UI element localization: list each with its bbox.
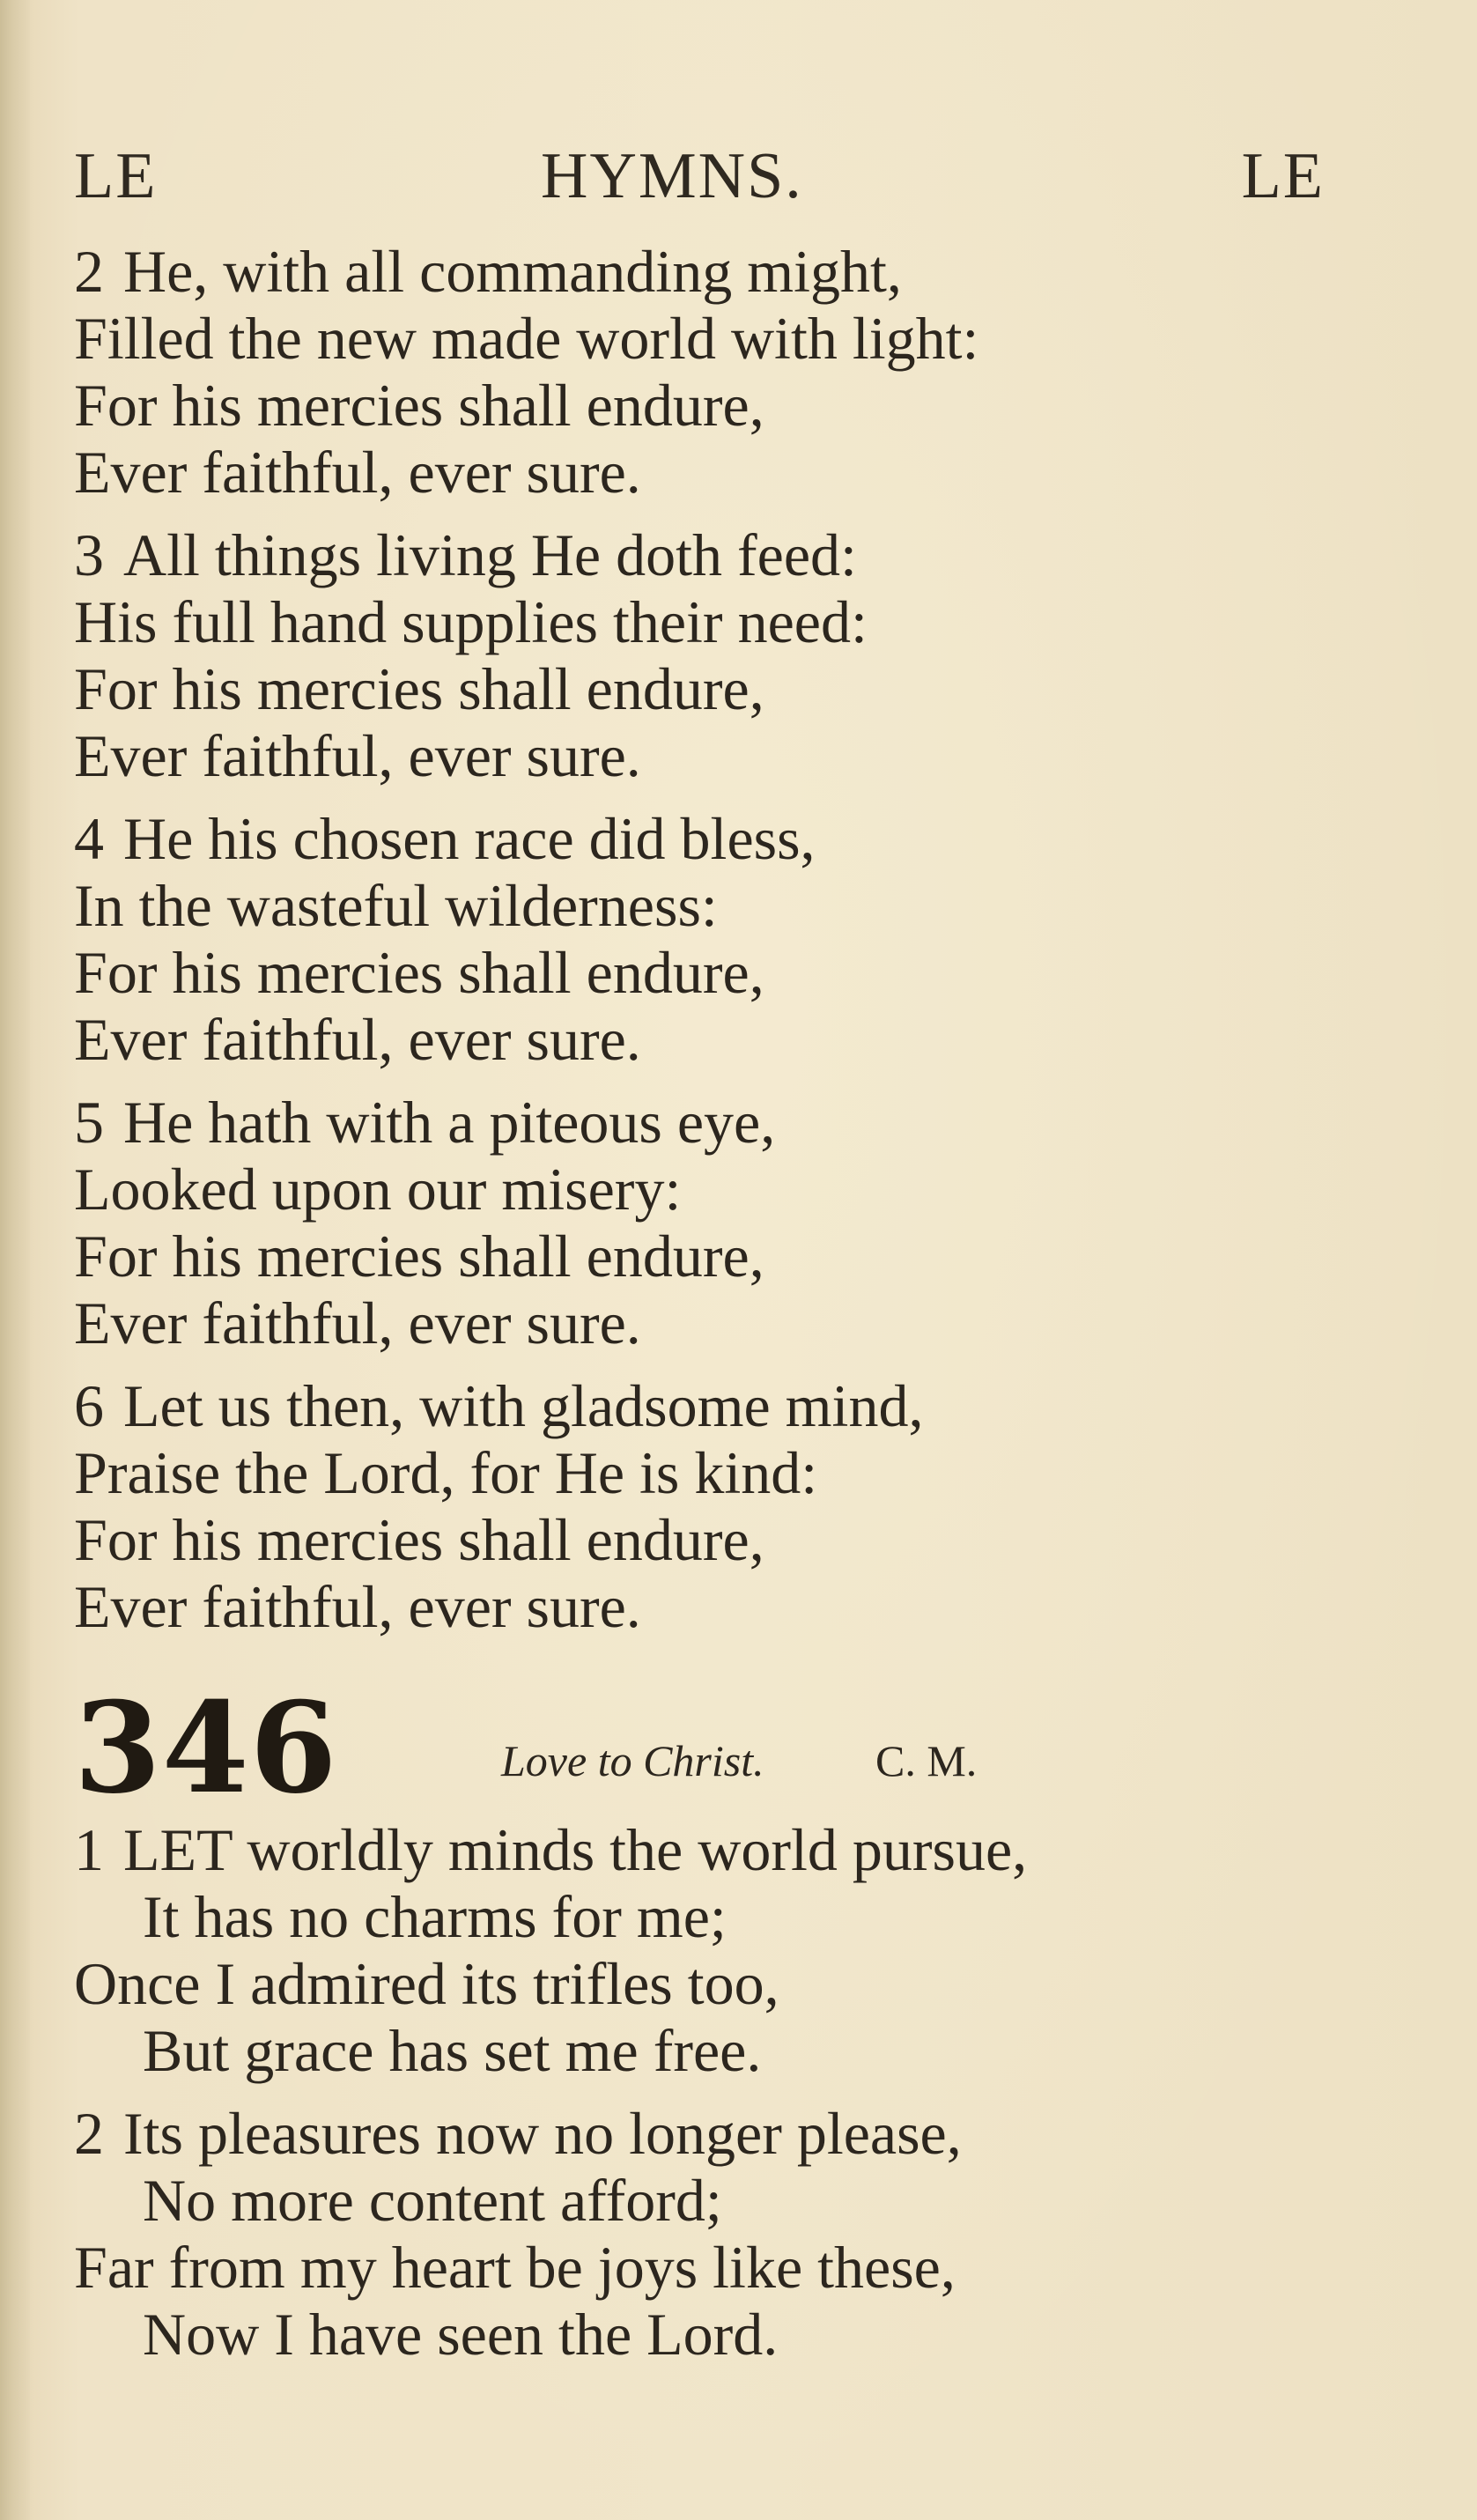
stanza-line-text: LET worldly minds the world pursue, bbox=[123, 1816, 1028, 1883]
stanza-line: For his mercies shall endure, bbox=[74, 939, 764, 1006]
stanza-line: Once I admired its trifles too, bbox=[74, 1950, 779, 2017]
stanza-line: Praise the Lord, for He is kind: bbox=[74, 1439, 818, 1506]
stanza-line: For his mercies shall endure, bbox=[74, 1506, 764, 1573]
stanza-line-text: He, with all commanding might, bbox=[123, 238, 902, 305]
stanza-line bbox=[74, 2100, 1377, 2167]
stanza-345-2 bbox=[74, 238, 1377, 506]
stanza-number: 5 bbox=[74, 1089, 104, 1156]
stanza-346-2 bbox=[74, 2100, 1377, 2368]
stanza-line: Far from my heart be joys like these, bbox=[74, 2234, 956, 2301]
stanza-line: For his mercies shall endure, bbox=[74, 1223, 764, 1290]
running-head-right: LE bbox=[1241, 140, 1325, 212]
stanza-line bbox=[74, 521, 1377, 588]
page-binding-edge bbox=[0, 0, 30, 2520]
stanza-345-6 bbox=[74, 1372, 1377, 1640]
stanza-line: Ever faithful, ever sure. bbox=[74, 439, 641, 506]
stanza-line: But grace has set me free. bbox=[143, 2017, 762, 2084]
hymn-header bbox=[74, 1675, 1377, 1822]
running-head-left: LE bbox=[74, 140, 158, 212]
stanza-number: 3 bbox=[74, 521, 104, 588]
stanza-line: His full hand supplies their need: bbox=[74, 588, 868, 655]
running-head-title: HYMNS. bbox=[541, 140, 803, 212]
stanza-line: Ever faithful, ever sure. bbox=[74, 722, 641, 789]
stanza-line: Ever faithful, ever sure. bbox=[74, 1290, 641, 1356]
running-head bbox=[74, 139, 1325, 210]
stanza-line-text: He hath with a piteous eye, bbox=[123, 1089, 776, 1156]
stanza-number: 1 bbox=[74, 1816, 104, 1883]
stanza-number: 6 bbox=[74, 1372, 104, 1439]
stanza-number: 2 bbox=[74, 238, 104, 305]
stanza-number: 2 bbox=[74, 2100, 104, 2167]
stanza-345-5 bbox=[74, 1089, 1377, 1356]
stanza-line-text: He his chosen race did bless, bbox=[123, 805, 816, 872]
stanza-line: Ever faithful, ever sure. bbox=[74, 1573, 641, 1640]
stanza-line: In the wasteful wilderness: bbox=[74, 872, 718, 939]
stanza-number: 4 bbox=[74, 805, 104, 872]
stanza-line: No more content afford; bbox=[143, 2167, 722, 2234]
stanza-line-text: All things living He doth feed: bbox=[123, 521, 857, 588]
stanza-line: Looked upon our misery: bbox=[74, 1156, 682, 1223]
stanza-line bbox=[74, 1816, 1377, 1883]
stanza-345-3 bbox=[74, 521, 1377, 789]
stanza-line bbox=[74, 1089, 1377, 1156]
stanza-line: Ever faithful, ever sure. bbox=[74, 1006, 641, 1073]
stanza-346-1 bbox=[74, 1816, 1377, 2084]
hymn-number: 346 bbox=[74, 1675, 338, 1822]
stanza-line: Now I have seen the Lord. bbox=[143, 2301, 779, 2368]
stanza-line bbox=[74, 805, 1377, 872]
stanza-line: For his mercies shall endure, bbox=[74, 372, 764, 439]
stanza-line bbox=[74, 1372, 1377, 1439]
hymn-meter: C. M. bbox=[875, 1736, 978, 1785]
stanza-line bbox=[74, 238, 1377, 305]
stanza-line-text: Its pleasures now no longer please, bbox=[123, 2100, 962, 2167]
stanza-line: For his mercies shall endure, bbox=[74, 655, 764, 722]
hymn-title: Love to Christ. bbox=[501, 1736, 764, 1785]
stanza-line: It has no charms for me; bbox=[143, 1883, 727, 1950]
stanza-line: Filled the new made world with light: bbox=[74, 305, 979, 372]
stanza-345-4 bbox=[74, 805, 1377, 1073]
page-content bbox=[74, 238, 1377, 2383]
stanza-line-text: Let us then, with gladsome mind, bbox=[123, 1372, 924, 1439]
